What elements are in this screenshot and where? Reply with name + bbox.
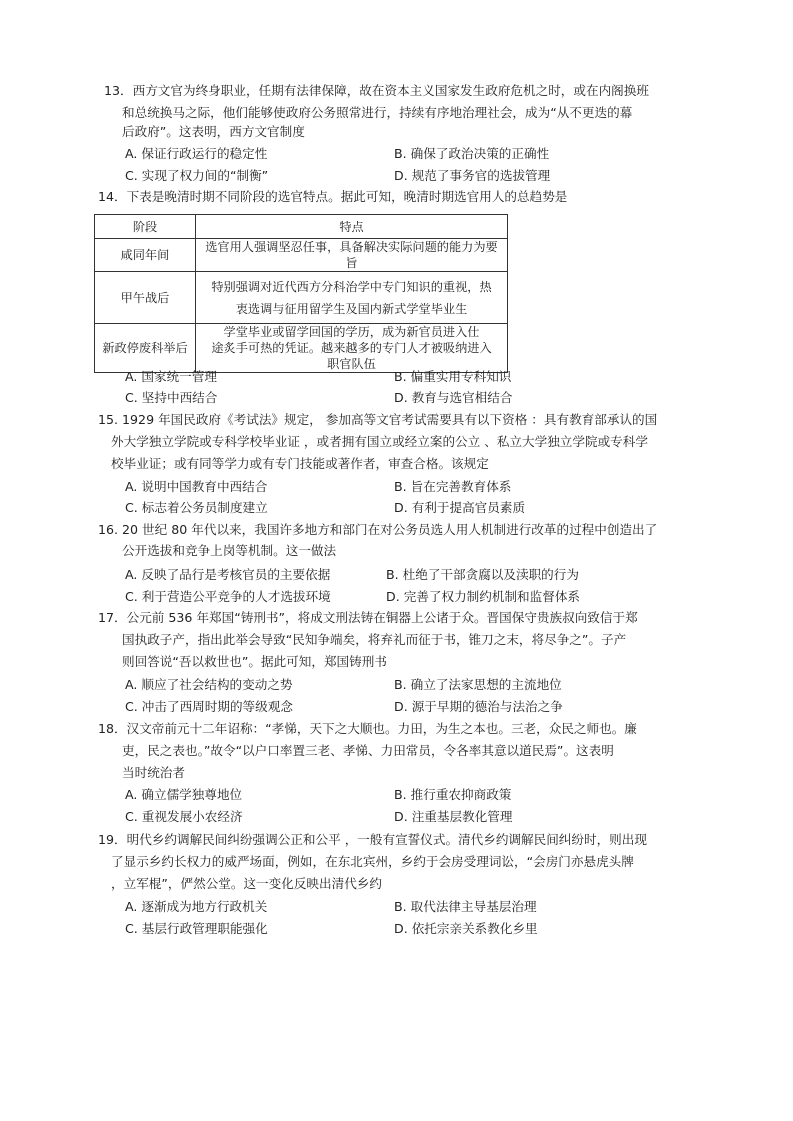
question-14-option-d[interactable]: D. 教育与选官相结合 [394, 390, 513, 405]
question-14-option-a[interactable]: A. 国家统一管理 [125, 369, 217, 384]
table-cell-stage: 甲午战后 [95, 272, 196, 324]
question-18-option-d[interactable]: D. 注重基层教化管理 [394, 809, 513, 824]
table-header-feature: 特点 [196, 215, 508, 239]
table-cell-feature [196, 324, 508, 373]
question-17-line-3: 则回答说“吾以救世也”。据此可知，郑国铸刑书 [122, 654, 387, 669]
question-15-line-1: 15. 1929 年国民政府《考试法》规定， 参加高等文官考试需要具有以下资格 ：具有教育部承认的国 [98, 412, 658, 427]
table-cell-line: 职官队伍 [327, 357, 376, 371]
question-13-option-c[interactable]: C. 实现了权力间的“制衡” [125, 168, 269, 183]
question-15-option-b[interactable]: B. 旨在完善教育体系 [394, 479, 512, 494]
question-17-option-a[interactable]: A. 顺应了社会结构的变动之势 [125, 677, 293, 692]
table-cell-line: 衷选调与征用留学生及国内新式学堂毕业生 [235, 301, 468, 316]
table-cell-line: 特别强调对近代西方分科治学中专门知识的重视，热 [211, 279, 492, 294]
question-14-line-1: 14．下表是晚清时期不同阶段的选官特点。据此可知，晚清时期选官用人的总趋势是 [98, 189, 568, 204]
question-16-option-a[interactable]: A. 反映了品行是考核官员的主要依据 [125, 567, 331, 582]
question-17-option-d[interactable]: D. 源于早期的德治与法治之争 [394, 699, 563, 714]
selection-features-table [94, 214, 508, 373]
question-16-option-b[interactable]: B. 杜绝了干部贪腐以及渎职的行为 [386, 567, 579, 582]
table-row [95, 324, 508, 373]
table-header-stage: 阶段 [95, 215, 196, 239]
table-cell-feature [196, 272, 508, 324]
question-15-line-2: 外大学独立学院或专科学校毕业证 ，或者拥有国立或经立案的公立 、私立大学独立学院或专科学 [111, 434, 648, 449]
question-13-option-d[interactable]: D. 规范了事务官的选拔管理 [394, 168, 551, 183]
question-19-option-c[interactable]: C. 基层行政管理职能强化 [125, 921, 268, 936]
question-18-line-1: 18．汉文帝前元十二年诏称：“孝悌，天下之大顺也。力田，为生之本也。三老，众民之师也。廉 [98, 721, 637, 736]
question-19-line-2: 了显示乡约长权力的威严场面，例如，在东北宾州，乡约于会房受理词讼，“会房门亦悬虎头牌 [111, 854, 634, 869]
table-row [95, 272, 508, 324]
question-17-option-b[interactable]: B. 确立了法家思想的主流地位 [394, 677, 562, 692]
question-17-option-c[interactable]: C. 冲击了西周时期的等级观念 [125, 699, 293, 714]
question-18-option-c[interactable]: C. 重视发展小农经济 [125, 809, 243, 824]
question-18-line-2: 吏，民之表也。”故令“以户口率置三老、孝悌、力田常员，令各率其意以道民焉”。这表明 [122, 743, 614, 758]
question-13-option-b[interactable]: B. 确保了政治决策的正确性 [394, 146, 550, 161]
table-cell-feature [196, 239, 508, 272]
question-16-line-2: 公开选拔和竞争上岗等机制。这一做法 [122, 543, 337, 558]
question-19-line-3: ，立军棍”，俨然公堂。这一变化反映出清代乡约 [111, 876, 382, 891]
question-16-line-1: 16. 20 世纪 80 年代以来，我国许多地方和部门在对公务员选人用人机制进行改革的过程中创造出了 [98, 522, 658, 537]
question-19-option-a[interactable]: A. 逐渐成为地方行政机关 [125, 899, 268, 914]
table-cell-stage: 新政停废科举后 [95, 324, 196, 373]
question-16-option-d[interactable]: D. 完善了权力制约机制和监督体系 [386, 589, 581, 604]
question-14-option-b[interactable]: B. 偏重实用专科知识 [394, 369, 512, 384]
question-18-option-b[interactable]: B. 推行重农抑商政策 [394, 787, 512, 802]
question-16-option-c[interactable]: C. 利于营造公平竞争的人才选拔环境 [125, 589, 331, 604]
question-15-option-c[interactable]: C. 标志着公务员制度建立 [125, 500, 268, 515]
table-row [95, 239, 508, 272]
question-13-option-a[interactable]: A. 保证行政运行的稳定性 [125, 146, 268, 161]
question-18-option-a[interactable]: A. 确立儒学独尊地位 [125, 787, 243, 802]
question-15-option-d[interactable]: D. 有利于提高官员素质 [394, 500, 526, 515]
table-cell-line: 途炙手可热的凭证。越来越多的专门人才被吸纳进入 [211, 341, 492, 355]
question-15-line-3: 校毕业证；或有同等学力或有专门技能或著作者，审查合格。该规定 [111, 456, 489, 471]
question-19-line-1: 19．明代乡约调解民间纠纷强调公正和公平 ，一般有宣誓仪式。清代乡约调解民间纠纷时，则出现 [98, 832, 647, 847]
question-19-option-b[interactable]: B. 取代法律主导基层治理 [394, 899, 537, 914]
question-14-option-c[interactable]: C. 坚持中西结合 [125, 390, 218, 405]
question-19-option-d[interactable]: D. 依托宗亲关系教化乡里 [394, 921, 538, 936]
table-cell-line: 学堂毕业或留学回国的学历，成为新官员进入仕 [223, 325, 480, 339]
question-18-line-3: 当时统治者 [122, 765, 185, 780]
question-13-line-1: 13．西方文官为终身职业，任期有法律保障，故在资本主义国家发生政府危机之时，或在内阁换班 [104, 83, 649, 98]
question-17-line-1: 17．公元前 536 年郑国“铸刑书”，将成文刑法铸在铜器上公诸于众。晋国保守贵族叔向致信于郑 [98, 610, 638, 625]
question-13-line-3: 后政府”。这表明，西方文官制度 [122, 124, 305, 139]
question-15-option-a[interactable]: A. 说明中国教育中西结合 [125, 479, 268, 494]
question-13-line-2: 和总统换马之际，他们能够使政府公务照常进行，持续有序地治理社会，成为“从不更迭的幕 [122, 105, 633, 120]
question-17-line-2: 国执政子产，指出此举会导致“民知争端矣，将弃礼而征于书，锥刀之末，将尽争之”。子产 [122, 632, 627, 647]
table-cell-stage: 咸同年间 [95, 239, 196, 272]
table-cell-line: 选官用人强调坚忍任事，具备解决实际问题的能力为要旨 [205, 240, 498, 270]
table-header-row [95, 215, 508, 239]
